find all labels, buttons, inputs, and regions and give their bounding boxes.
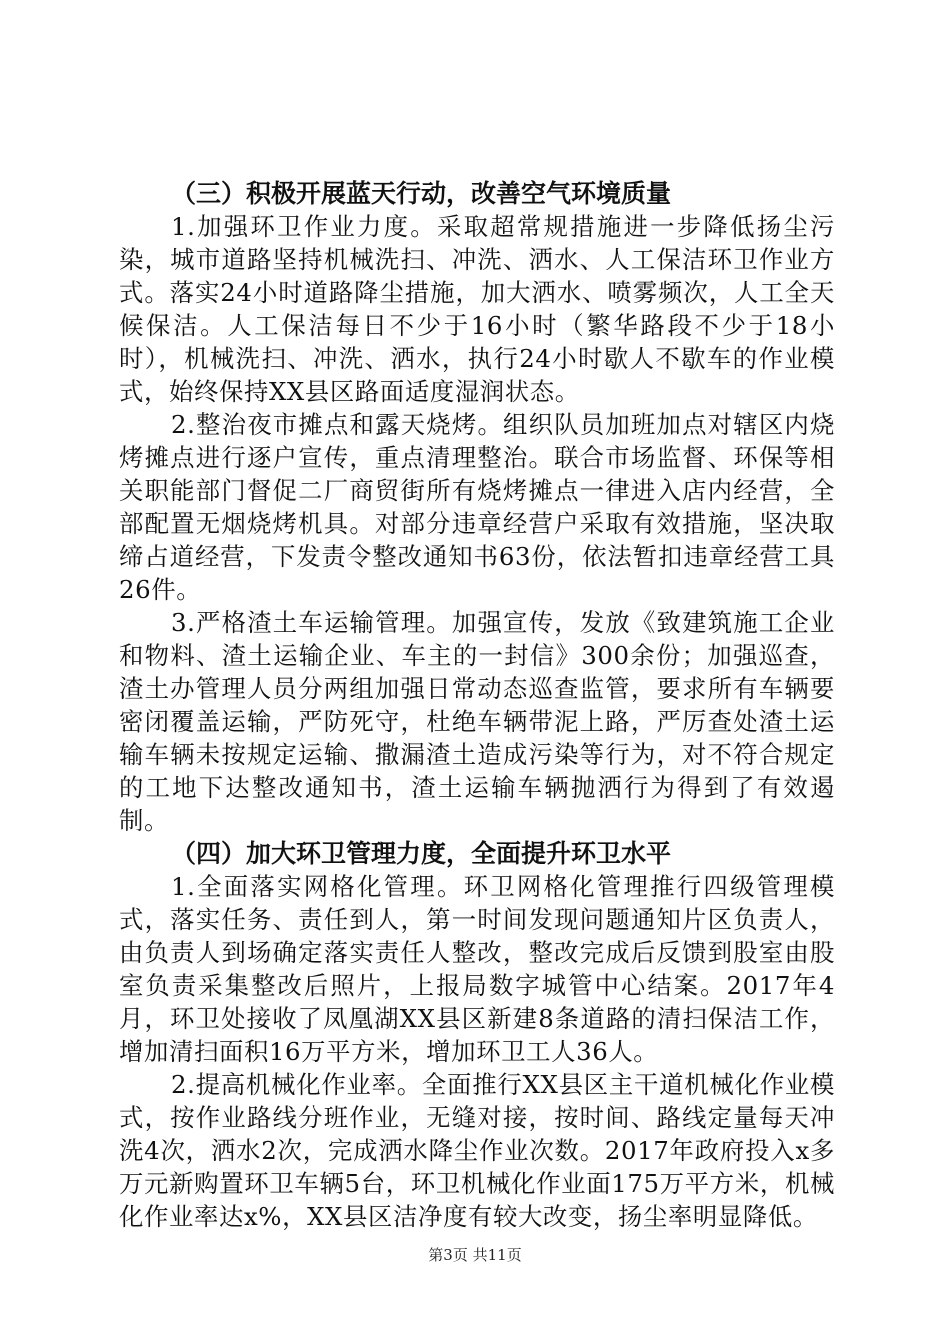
paragraph-4-2: 2.提高机械化作业率。全面推行XX县区主干道机械化作业模式，按作业路线分班作业，无缝对接，按时间、路线定量每天冲洗4次，洒水2次，完成洒水降尘作业次数。2017年政府投入x多万元新购置环卫车辆5台，环卫机械化作业面175万平方米，机械化作业率达x%，XX县区洁净度有较大改变，扬尘率明显降低。 xyxy=(119,1070,835,1231)
paragraph-3-3: 3.严格渣土车运输管理。加强宣传，发放《致建筑施工企业和物料、渣土运输企业、车主的一封信》300余份；加强巡查，渣土办管理人员分两组加强日常动态巡查监管，要求所有车辆要密闭覆盖运输，严防死守，杜绝车辆带泥上路，严厉查处渣土运输车辆未按规定运输、撒漏渣土造成污染等行为，对不符合规定的工地下达整改通知书，渣土运输车辆抛洒行为得到了有效遏制。 xyxy=(119,608,835,835)
section-heading-4: （四）加大环卫管理力度，全面提升环卫水平 xyxy=(171,839,672,868)
paragraph-3-2: 2.整治夜市摊点和露天烧烤。组织队员加班加点对辖区内烧烤摊点进行逐户宣传，重点清理整治。联合市场监督、环保等相关职能部门督促二厂商贸街所有烧烤摊点一律进入店内经营，全部配置无烟烧烤机具。对部分违章经营户采取有效措施，坚决取缔占道经营，下发责令整改通知书63份，依法暂扣违章经营工具26件。 xyxy=(119,410,835,604)
document-body xyxy=(119,177,835,1233)
paragraph-3-1: 1.加强环卫作业力度。采取超常规措施进一步降低扬尘污染，城市道路坚持机械洗扫、冲洗、洒水、人工保洁环卫作业方式。落实24小时道路降尘措施，加大洒水、喷雾频次，人工全天候保洁。人工保洁每日不少于16小时（繁华路段不少于18小时），机械洗扫、冲洗、洒水，执行24小时歇人不歇车的作业模式，始终保持XX县区路面适度湿润状态。 xyxy=(119,212,835,406)
paragraph-4-1: 1.全面落实网格化管理。环卫网格化管理推行四级管理模式，落实任务、责任到人，第一时间发现问题通知片区负责人，由负责人到场确定落实责任人整改，整改完成后反馈到股室由股室负责采集整改后照片，上报局数字城管中心结案。2017年4月，环卫处接收了凤凰湖XX县区新建8条道路的清扫保洁工作，增加清扫面积16万平方米，增加环卫工人36人。 xyxy=(119,872,835,1066)
section-heading-3: （三）积极开展蓝天行动，改善空气环境质量 xyxy=(171,179,672,208)
page-number-footer: 第3页 共11页 xyxy=(428,1246,522,1264)
